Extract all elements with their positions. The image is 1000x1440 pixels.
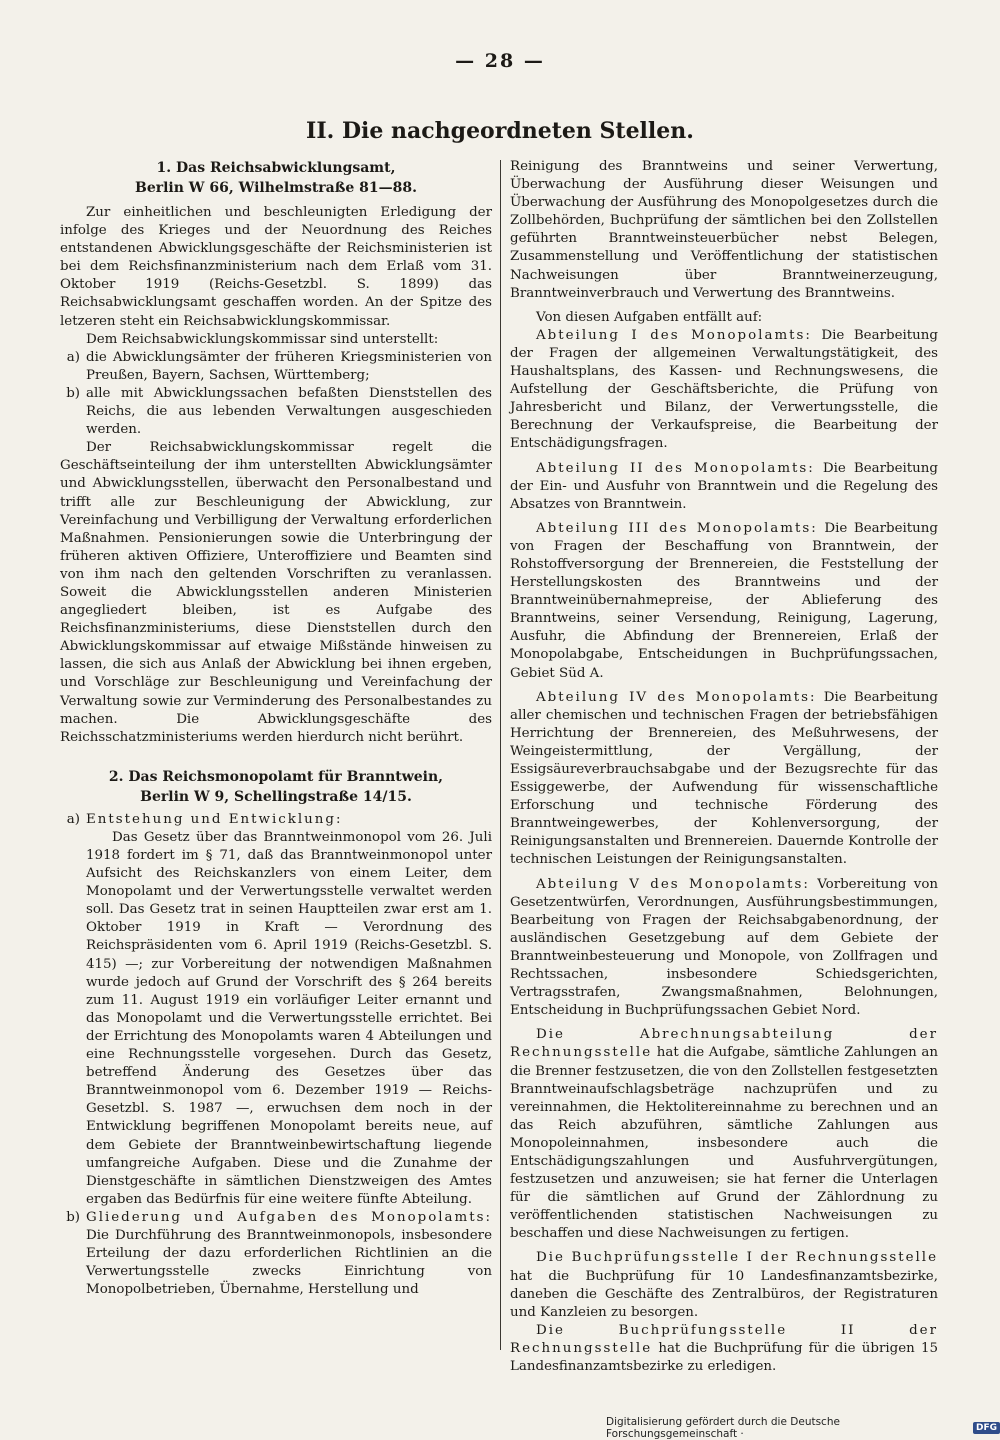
department-text: hat die Aufgabe, sämtliche Zahlungen an die Brenner festzusetzen, die von den Zollstellen festgesetzten Branntweinaufschlagsbeträge nachzuprüfen und zu vereinnahmen, die Hektolitereinnahme zu berechnen und an das Reich abzuführen, sämtliche Zahlungen aus Monopoleinnahmen, insbesondere auch die Entschädigungszahlungen und Ausfuhrvergütungen, festzusetzen und anzuweisen; sie hat ferner die Unterlagen für die sämtlichen auf Grund der Zählordnung zu veröffentlichenden statistischen Nachweisungen zu beschaffen und diese Nachweisungen zu fertigen. [510,1045,938,1242]
list-marker: b) [66,1209,80,1225]
department-text: hat die Buchprüfung für 10 Landesfinanzamtsbezirke, daneben die Geschäfte des Zentralbüros, der Registraturen und Kanzleien zu besorgen. [510,1268,938,1320]
paragraph [510,876,938,1021]
left-column [60,158,492,1299]
department-heading: Abteilung IV des Monopolamts: [536,689,817,705]
column-divider [500,160,501,1350]
paragraph [510,327,938,454]
list-marker: a) [66,349,80,365]
page-number: — 28 — [455,50,545,72]
paragraph: Das Gesetz über das Branntweinmonopol vom 26. Juli 1918 fordert im § 71, daß das Branntweinmonopol unter Aufsicht des Reichskanzlers von einem Leiter, dem Monopolamt und der Verwertungsstelle verwaltet werden soll. Das Gesetz trat in seinen Hauptteilen zwar erst am 1. Oktober 1919 in Kraft — Verordnung des Reichspräsidenten vom 6. April 1919 (Reichs-Gesetzbl. S. 415) —; zur Vorbereitung der notwendigen Maßnahmen wurde jedoch auf Grund der Vorschrift des § 264 bereits zum 11. August 1919 ein vorläufiger Leiter ernannt und das Monopolamt und die Verwertungsstelle errichtet. Bei der Errichtung des Monopolamts waren 4 Abteilungen und eine Rechnungsstelle vorgesehen. Durch das Gesetz, betreffend Änderung des Gesetzes über das Branntweinmonopol vom 6. Dezember 1919 — Reichs-Gesetzbl. S. 1987 —, erwuchsen dem noch in der Entwicklung begriffenen Monopolamt bereits neue, auf dem Gebiete der Branntweinbewirtschaftung liegende umfangreiche Aufgaben. Diese und die Zunahme der Dienstgeschäfte in sämtlichen Dienstzweigen des Amtes ergaben das Bedürfnis für eine weitere fünfte Abteilung. [86,829,492,1207]
paragraph: Dem Reichsabwicklungskommissar sind unterstellt: [86,331,439,347]
paragraph [510,460,938,514]
dfg-logo-icon: DFG [973,1422,1000,1434]
department-text: Die Bearbeitung von Fragen der Beschaffung von Branntwein, der Rohstoffversorgung der Brennereien, die Feststellung der Herstellungskosten des Branntweins und der Branntweinübernahmepreise, der Ablieferung des Branntweins, seiner Versendung, Reinigung, Lagerung, Ausfuhr, die Abfindung der Brennereien, Erlaß der Monopolabgabe, Entscheidungen in Buchprüfungssachen, Gebiet Süd A. [510,520,938,681]
list-item-text: die Abwicklungsämter der früheren Kriegsministerien von Preußen, Bayern, Sachsen, Württemberg; [86,349,492,383]
department-text: hat die Buchprüfung für die übrigen 15 Landesfinanzamtsbezirke zu erledigen. [510,1340,938,1374]
paragraph [510,520,938,683]
paragraph: Zur einheitlichen und beschleunigten Erledigung der infolge des Krieges und der Neuordnung des Reiches entstandenen Abwicklungsgeschäfte der Reichsministerien ist bei dem Reichsfinanzministerium nach dem Erlaß vom 31. Oktober 1919 (Reichs-Gesetzbl. S. 1899) das Reichsabwicklungsamt geschaffen worden. An der Spitze des letzeren steht ein Reichsabwicklungskommissar. [60,205,492,329]
section-1-title: 1. Das Reichsabwicklungsamt, [156,160,396,176]
section-2-address: Berlin W 9, Schellingstraße 14/15. [140,788,412,805]
subsection-a [60,811,492,1209]
department-heading: Die Abrechnungsabteilung der Rechnungsstelle [510,1027,938,1061]
paragraph [510,689,938,870]
department-heading: Abteilung I des Monopolamts: [536,327,812,343]
list-marker: b) [66,385,80,401]
department-text: Die Bearbeitung der Ein- und Ausfuhr von Branntwein und die Regelung des Absatzes von Branntwein. [510,460,938,512]
list-item-text: alle mit Abwicklungssachen befaßten Dienststellen des Reichs, die aus lebenden Verwaltungen ausgeschieden werden. [86,385,492,438]
paragraph: Von diesen Aufgaben entfällt auf: [536,309,763,325]
department-heading: Die Buchprüfungsstelle I der Rechnungsstelle [536,1250,938,1266]
right-column [510,158,938,1376]
department-heading: Abteilung V des Monopolamts: [536,876,810,892]
department-heading: Die Buchprüfungsstelle II der Rechnungsstelle [510,1322,938,1356]
paragraph [510,1026,938,1243]
list-item [60,349,492,385]
section-1-address: Berlin W 66, Wilhelmstraße 81—88. [134,180,418,196]
subsection-heading: Entstehung und Entwicklung: [86,811,343,827]
subsection-b [60,1209,492,1299]
footer-credit [606,1416,1000,1440]
paragraph: Die Durchführung des Branntweinmonopols, insbesondere Erteilung der dazu erforderlichen Richtlinien an die Verwertungsstelle zwecks Einrichtung von Monopolbetrieben, Übernahme, Herstellung und [86,1227,492,1298]
section-2-title: 2. Das Reichsmonopolamt für Branntwein, [108,768,444,785]
department-text: Vorbereitung von Gesetzentwürfen, Verordnungen, Ausführungsbestimmungen, Bearbeitung von Fragen der Reichsabgabenordnung, der ausländischen Gesetzgebung auf dem Gebiete der Branntweinbesteuerung und Monopole, von Zollfragen und Rechtssachen, insbesondere Schiedsgerichten, Vertragsstrafen, Zwangsmaßnahmen, Belohnungen, Entscheidung in Buchprüfungssachen Gebiet Nord. [510,876,939,1019]
section-title: II. Die nachgeordneten Stellen. [306,118,694,144]
paragraph: Reinigung des Branntweins und seiner Verwertung, Überwachung der Ausführung dieser Weisungen und Überwachung der Ausführung des Monopolgesetzes durch die Zollbehörden, Buchprüfung der sämtlichen bei den Zollstellen geführten Branntweinsteuerbücher nebst Belegen, Zusammenstellung und Veröffentlichung der statistischen Nachweisungen über Branntweinerzeugung, Branntweinverbrauch und Verwertung des Branntweins. [510,159,938,301]
department-text: Die Bearbeitung aller chemischen und technischen Fragen der betriebsfähigen Herrichtung der Brennereien, des Meßuhrwesens, der Weingeistermittlung, der Vergällung, der Essigsäureverbrauchsabgabe und der Bezugsrechte für das Essiggewerbe, der Aufwendung für wissenschaftliche Erforschung und technische Förderung des Branntweingewerbes, der Kohlenversorgung, der Reinigungsanstalten und Brennereien. Dauernde Kontrolle der technischen Leistungen der Reinigungsanstalten. [510,689,938,868]
department-heading: Abteilung III des Monopolamts: [536,520,818,536]
paragraph: Der Reichsabwicklungskommissar regelt die Geschäftseinteilung der ihm unterstellten Abwicklungsämter und Abwicklungsstellen, überwacht den Personalbestand und trifft alle zur Beschleunigung der Abwicklung, zur Vereinfachung und Verbilligung der Verwaltung erforderlichen Maßnahmen. Pensionierungen sowie die Unterbringung der früheren aktiven Offiziere, Unteroffiziere und Beamten sind von ihm nach den geltenden Vorschriften zu veranlassen. Soweit die Abwicklungsstellen anderen Ministerien angegliedert bleiben, ist es Aufgabe des Reichsfinanzministeriums, diese Dienststellen durch den Abwicklungskommissar auf etwaige Mißstände hinweisen zu lassen, die sich aus Anlaß der Abwicklung bei ihnen ergeben, und Vorschläge zur Beschleunigung und Vereinfachung der Verwaltung sowie zur Verminderung des Personalbestandes zu machen. Die Abwicklungsgeschäfte des Reichsschatzministeriums werden hierdurch nicht berührt. [60,440,492,745]
subsection-heading: Gliederung und Aufgaben des Monopolamts: [86,1209,492,1225]
list-item [60,385,492,439]
department-text: Die Bearbeitung der Fragen der allgemeinen Verwaltungstätigkeit, des Haushaltsplans, des Kassen- und Rechnungswesens, die Aufstellung der Geschäftsberichte, die Prüfung von Jahresbericht und Bilanz, der Verwertungsstelle, die Berechnung der Verkaufspreise, die Bearbeitung der Entschädigungsfragen. [510,327,938,452]
department-heading: Abteilung II des Monopolamts: [536,460,815,476]
footer-text: Digitalisierung gefördert durch die Deutsche Forschungsgemeinschaft · [606,1416,840,1440]
paragraph [510,1322,938,1376]
paragraph [510,1249,938,1321]
list-marker: a) [66,811,80,827]
